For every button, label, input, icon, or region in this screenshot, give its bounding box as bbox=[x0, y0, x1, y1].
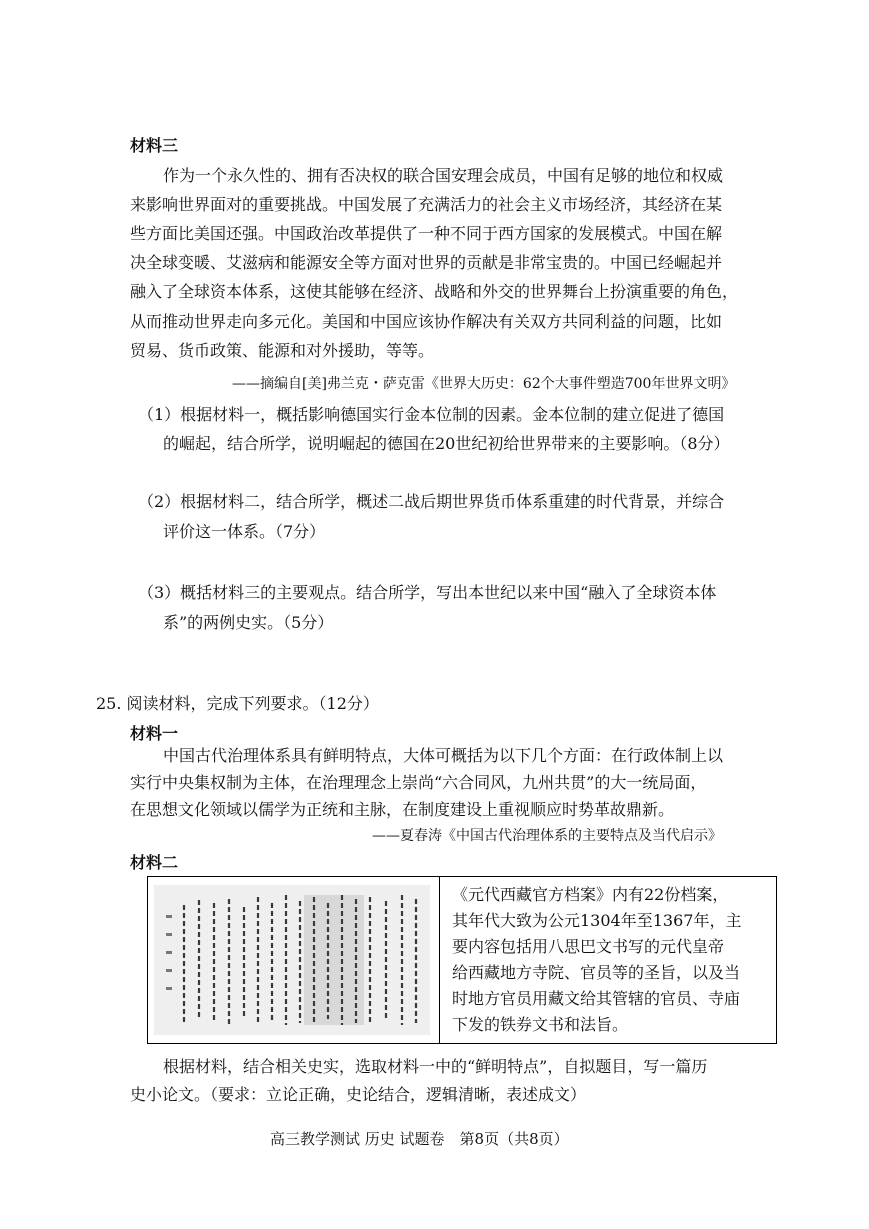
material3-line: 融入了全球资本体系，这使其能够在经济、战略和外交的世界舞台上扮演重要的角色， bbox=[130, 282, 739, 301]
material3-heading: 材料三 bbox=[130, 136, 179, 155]
question-3-line2: 系”的两例史实。（5分） bbox=[163, 613, 334, 632]
material1-line: 在思想文化领域以儒学为正统和主脉，在制度建设上重视顺应时势革故鼎新。 bbox=[130, 800, 675, 819]
question-3-line1: （3）概括材料三的主要观点。结合所学，写出本世纪以来中国“融入了全球资本体 bbox=[138, 583, 717, 602]
material3-line: 从而推动世界走向多元化。美国和中国应该协作解决有关双方共同利益的问题，比如 bbox=[130, 312, 723, 331]
question-25-title: 25. 阅读材料，完成下列要求。（12分） bbox=[96, 694, 379, 713]
question-2-line2: 评价这一体系。（7分） bbox=[163, 522, 326, 541]
archive-text-line: 时地方官员用藏文给其管辖的官员、寺庙 bbox=[452, 989, 741, 1008]
archive-text-line: 要内容包括用八思巴文书写的元代皇帝 bbox=[452, 937, 725, 956]
archive-text-line: 给西藏地方寺院、官员等的圣旨，以及当 bbox=[452, 963, 741, 982]
archive-scan-graphic bbox=[154, 885, 430, 1035]
question-1-line1: （1）根据材料一，概括影响德国实行金本位制的因素。金本位制的建立促进了德国 bbox=[138, 405, 725, 424]
question-1-line2: 的崛起，结合所学，说明崛起的德国在20世纪初给世界带来的主要影响。（8分） bbox=[163, 434, 730, 453]
archive-description-cell bbox=[440, 877, 776, 1043]
material3-line: 作为一个永久性的、拥有否决权的联合国安理会成员，中国有足够的地位和权威 bbox=[163, 166, 724, 185]
archive-image-cell bbox=[148, 877, 440, 1043]
archive-text-line: 下发的铁券文书和法旨。 bbox=[452, 1015, 629, 1034]
material3-line: 些方面比美国还强。中国政治改革提供了一种不同于西方国家的发展模式。中国在解 bbox=[130, 224, 723, 243]
material1-line: 中国古代治理体系具有鲜明特点，大体可概括为以下几个方面：在行政体制上以 bbox=[163, 746, 724, 765]
archive-document-image bbox=[154, 885, 430, 1035]
page-footer: 高三教学测试 历史 试题卷 第8页（共8页） bbox=[270, 1130, 569, 1148]
material3-line: 决全球变暖、艾滋病和能源安全等方面对世界的贡献是非常宝贵的。中国已经崛起并 bbox=[130, 253, 723, 272]
material2-heading: 材料二 bbox=[130, 853, 179, 872]
question-2-line1: （2）根据材料二，结合所学，概述二战后期世界货币体系重建的时代背景，并综合 bbox=[138, 492, 725, 511]
task-line: 根据材料，结合相关史实，选取材料一中的“鲜明特点”，自拟题目，写一篇历 bbox=[163, 1057, 708, 1076]
material3-line: 贸易、货币政策、能源和对外援助，等等。 bbox=[130, 341, 435, 360]
material1-heading: 材料一 bbox=[130, 724, 179, 743]
material3-source: ——摘编自[美]弗兰克・萨克雷《世界大历史：62个大事件塑造700年世界文明》 bbox=[232, 376, 736, 392]
archive-text-line: 其年代大致为公元1304年至1367年，主 bbox=[452, 911, 742, 930]
material1-line: 实行中央集权制为主体，在治理理念上崇尚“六合同风，九州共贯”的大一统局面， bbox=[130, 773, 707, 792]
material1-source: ——夏春涛《中国古代治理体系的主要特点及当代启示》 bbox=[372, 828, 722, 844]
material2-table bbox=[147, 876, 777, 1044]
archive-text-line: 《元代西藏官方档案》内有22份档案， bbox=[452, 885, 729, 904]
material3-line: 来影响世界面对的重要挑战。中国发展了充满活力的社会主义市场经济，其经济在某 bbox=[130, 195, 723, 214]
task-line: 史小论文。（要求：立论正确，史论结合，逻辑清晰，表述成文） bbox=[130, 1085, 587, 1104]
